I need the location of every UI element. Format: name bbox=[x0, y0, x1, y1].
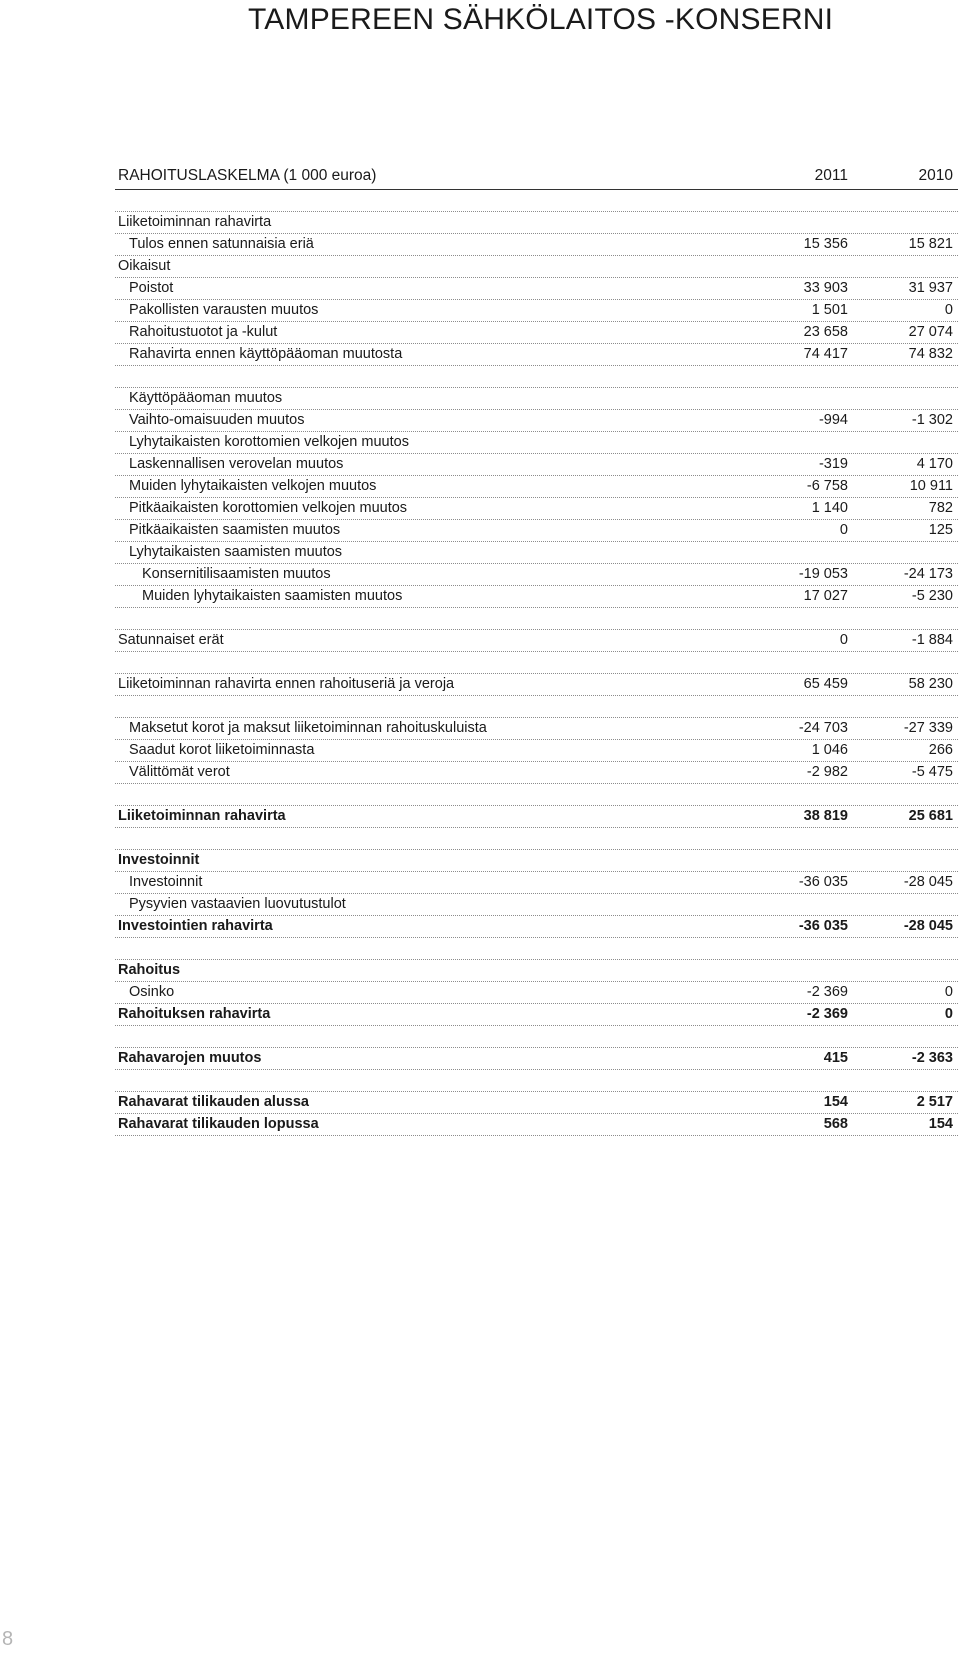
row-label: Rahavarat tilikauden alussa bbox=[118, 1094, 309, 1110]
table-row bbox=[115, 300, 958, 322]
row-label: Osinko bbox=[129, 984, 175, 1000]
table-row bbox=[115, 762, 958, 784]
table-row bbox=[115, 1048, 958, 1070]
value-2011: -36 035 bbox=[798, 918, 848, 934]
value-2011: 38 819 bbox=[803, 808, 848, 824]
value-2011: 74 417 bbox=[803, 346, 848, 362]
table-row bbox=[115, 586, 958, 608]
value-2010: 27 074 bbox=[908, 324, 953, 340]
value-2010: 15 821 bbox=[908, 236, 953, 252]
statement-rows bbox=[115, 190, 958, 1136]
table-row bbox=[115, 850, 958, 872]
table-row bbox=[115, 1092, 958, 1114]
table-row bbox=[115, 982, 958, 1004]
row-label: Satunnaiset erät bbox=[118, 632, 224, 648]
row-label: Rahoitustuotot ja -kulut bbox=[129, 324, 278, 340]
value-2011: 1 501 bbox=[811, 302, 848, 318]
value-2010: 0 bbox=[944, 302, 953, 318]
row-label: Välittömät verot bbox=[129, 764, 230, 780]
value-2011: 154 bbox=[823, 1094, 848, 1110]
row-label: Investoinnit bbox=[118, 852, 200, 868]
row-label: Pitkäaikaisten korottomien velkojen muutos bbox=[129, 500, 408, 516]
value-2011: -994 bbox=[818, 412, 848, 428]
spacer-row bbox=[115, 1026, 958, 1048]
value-2010: 74 832 bbox=[908, 346, 953, 362]
value-2010: 4 170 bbox=[916, 456, 953, 472]
row-label: Rahoitus bbox=[118, 962, 181, 978]
value-2011: 1 140 bbox=[811, 500, 848, 516]
row-label: Pysyvien vastaavien luovutustulot bbox=[129, 896, 346, 912]
value-2011: -36 035 bbox=[798, 874, 848, 890]
value-2010: 2 517 bbox=[916, 1094, 953, 1110]
table-row bbox=[115, 278, 958, 300]
row-label: Vaihto-omaisuuden muutos bbox=[129, 412, 305, 428]
statement-heading: RAHOITUSLASKELMA (1 000 euroa) bbox=[118, 167, 377, 184]
table-row bbox=[115, 916, 958, 938]
row-label: Muiden lyhytaikaisten velkojen muutos bbox=[129, 478, 377, 494]
row-label: Konsernitilisaamisten muutos bbox=[142, 566, 331, 582]
table-row bbox=[115, 476, 958, 498]
value-2010: -24 173 bbox=[903, 566, 953, 582]
table-row bbox=[115, 520, 958, 542]
table-row bbox=[115, 872, 958, 894]
value-2010: 266 bbox=[928, 742, 953, 758]
value-2010: -5 230 bbox=[911, 588, 953, 604]
value-2011: -2 982 bbox=[806, 764, 848, 780]
row-label: Pitkäaikaisten saamisten muutos bbox=[129, 522, 341, 538]
table-row bbox=[115, 344, 958, 366]
value-2011: 17 027 bbox=[803, 588, 848, 604]
spacer-row bbox=[115, 652, 958, 674]
row-label: Muiden lyhytaikaisten saamisten muutos bbox=[142, 588, 403, 604]
spacer-row bbox=[115, 608, 958, 630]
row-label: Rahoituksen rahavirta bbox=[118, 1006, 271, 1022]
page-number: 8 bbox=[2, 1628, 14, 1650]
table-row bbox=[115, 454, 958, 476]
value-2011: 23 658 bbox=[803, 324, 848, 340]
row-label: Liiketoiminnan rahavirta bbox=[118, 808, 286, 824]
value-2011: 65 459 bbox=[803, 676, 848, 692]
row-label: Tulos ennen satunnaisia eriä bbox=[129, 236, 314, 252]
table-row bbox=[115, 1004, 958, 1026]
row-label: Maksetut korot ja maksut liiketoiminnan rahoituskuluista bbox=[129, 720, 487, 736]
value-2011: -19 053 bbox=[798, 566, 848, 582]
table-row bbox=[115, 432, 958, 454]
value-2011: -2 369 bbox=[806, 984, 848, 1000]
value-2010: -28 045 bbox=[903, 918, 953, 934]
value-2010: 0 bbox=[944, 984, 953, 1000]
table-row bbox=[115, 718, 958, 740]
value-2010: -1 302 bbox=[911, 412, 953, 428]
row-label: Lyhytaikaisten saamisten muutos bbox=[129, 544, 343, 560]
table-row bbox=[115, 564, 958, 586]
table-row bbox=[115, 894, 958, 916]
spacer-row bbox=[115, 784, 958, 806]
statement-header-row bbox=[115, 163, 958, 190]
value-2011: -319 bbox=[818, 456, 848, 472]
value-2010: 10 911 bbox=[909, 478, 953, 494]
column-header-2010: 2010 bbox=[918, 167, 953, 184]
table-row bbox=[115, 388, 958, 410]
spacer-row bbox=[115, 366, 958, 388]
spacer-row bbox=[115, 696, 958, 718]
spacer-row bbox=[115, 938, 958, 960]
table-row bbox=[115, 234, 958, 256]
column-header-2011: 2011 bbox=[814, 167, 848, 184]
table-row bbox=[115, 542, 958, 564]
value-2010: -28 045 bbox=[903, 874, 953, 890]
spacer-row bbox=[115, 190, 958, 212]
table-row bbox=[115, 212, 958, 234]
value-2011: 0 bbox=[839, 522, 848, 538]
page-title: TAMPEREEN SÄHKÖLAITOS -KONSERNI bbox=[248, 3, 834, 36]
value-2011: 0 bbox=[839, 632, 848, 648]
value-2011: -24 703 bbox=[798, 720, 848, 736]
row-label: Laskennallisen verovelan muutos bbox=[129, 456, 344, 472]
value-2011: -2 369 bbox=[806, 1006, 848, 1022]
value-2010: 154 bbox=[928, 1116, 953, 1132]
value-2010: -5 475 bbox=[911, 764, 953, 780]
row-label: Lyhytaikaisten korottomien velkojen muutos bbox=[129, 434, 409, 450]
value-2010: -1 884 bbox=[911, 632, 953, 648]
table-row bbox=[115, 322, 958, 344]
table-row bbox=[115, 674, 958, 696]
value-2010: 782 bbox=[928, 500, 953, 516]
cash-flow-statement bbox=[115, 163, 958, 1136]
row-label: Liiketoiminnan rahavirta bbox=[118, 214, 272, 230]
value-2010: 125 bbox=[928, 522, 953, 538]
value-2011: 415 bbox=[823, 1050, 848, 1066]
row-label: Poistot bbox=[129, 280, 174, 296]
row-label: Investointien rahavirta bbox=[118, 918, 273, 934]
row-label: Käyttöpääoman muutos bbox=[129, 390, 283, 406]
value-2011: 15 356 bbox=[803, 236, 848, 252]
value-2011: 33 903 bbox=[803, 280, 848, 296]
table-row bbox=[115, 740, 958, 762]
value-2010: 25 681 bbox=[908, 808, 953, 824]
row-label: Pakollisten varausten muutos bbox=[129, 302, 319, 318]
row-label: Saadut korot liiketoiminnasta bbox=[129, 742, 315, 758]
row-label: Rahavarojen muutos bbox=[118, 1050, 262, 1066]
row-label: Liiketoiminnan rahavirta ennen rahoituseriä ja veroja bbox=[118, 676, 455, 692]
value-2010: 31 937 bbox=[908, 280, 953, 296]
table-row bbox=[115, 256, 958, 278]
row-label: Rahavirta ennen käyttöpääoman muutosta bbox=[129, 346, 403, 362]
table-row bbox=[115, 410, 958, 432]
spacer-row bbox=[115, 1070, 958, 1092]
table-row bbox=[115, 630, 958, 652]
value-2011: 1 046 bbox=[811, 742, 848, 758]
row-label: Rahavarat tilikauden lopussa bbox=[118, 1116, 319, 1132]
value-2011: 568 bbox=[823, 1116, 848, 1132]
row-label: Investoinnit bbox=[129, 874, 203, 890]
value-2011: -6 758 bbox=[806, 478, 848, 494]
value-2010: -2 363 bbox=[911, 1050, 953, 1066]
table-row bbox=[115, 806, 958, 828]
spacer-row bbox=[115, 828, 958, 850]
value-2010: -27 339 bbox=[903, 720, 953, 736]
table-row bbox=[115, 498, 958, 520]
value-2010: 58 230 bbox=[908, 676, 953, 692]
row-label: Oikaisut bbox=[118, 258, 171, 274]
table-row bbox=[115, 1114, 958, 1136]
table-row bbox=[115, 960, 958, 982]
value-2010: 0 bbox=[944, 1006, 953, 1022]
